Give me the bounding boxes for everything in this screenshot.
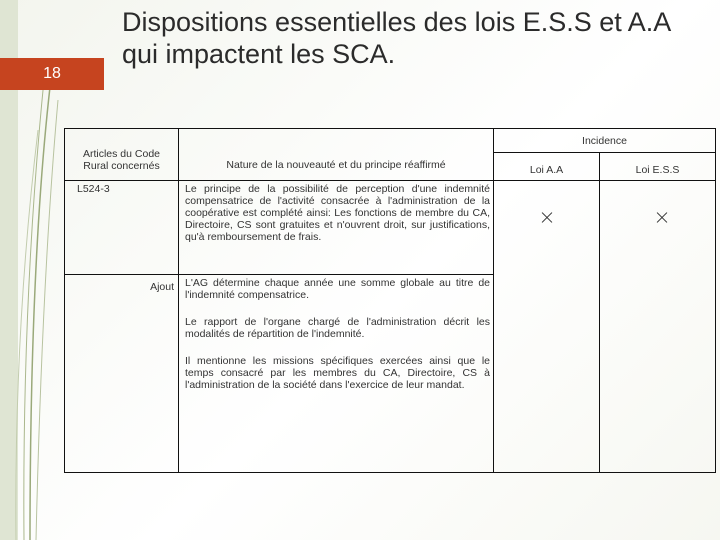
header-loi-aa: Loi A.A bbox=[494, 153, 600, 181]
cross-mark-icon bbox=[540, 211, 554, 225]
slide-title bbox=[122, 6, 712, 70]
ajout-paragraph-1: L'AG détermine chaque année une somme globale au titre de l'indemnité compensatrice. bbox=[185, 277, 490, 301]
ajout-label: Ajout bbox=[65, 275, 179, 473]
principle-text: Le principe de la possibilité de perception d'une indemnité compensatrice de l'activité consacrée à l'administration de la coopérative est complété ainsi: Les fonctions de membre du CA, Directoire, CS sont gratuites et n'ouvrent droit, sur justifications, qu'à remboursement de frais. bbox=[179, 181, 494, 275]
dispositions-table bbox=[64, 128, 716, 473]
header-loi-ess: Loi E.S.S bbox=[600, 153, 716, 181]
ajout-text bbox=[179, 275, 494, 473]
title-line-2: qui impactent les SCA. bbox=[122, 39, 396, 69]
cell-loi-aa bbox=[494, 181, 600, 473]
cross-mark-icon bbox=[655, 211, 669, 225]
header-articles: Articles du Code Rural concernés bbox=[65, 129, 179, 181]
ajout-paragraph-2: Le rapport de l'organe chargé de l'administration décrit les modalités de répartition de l'indemnité. bbox=[185, 316, 490, 340]
title-line-1: Dispositions essentielles des lois E.S.S et A.A bbox=[122, 7, 672, 37]
slide-number: 18 bbox=[0, 58, 104, 90]
table-header-row-1 bbox=[65, 129, 716, 153]
cell-loi-ess bbox=[600, 181, 716, 473]
article-code: L524-3 bbox=[65, 181, 179, 275]
header-nature: Nature de la nouveauté et du principe réaffirmé bbox=[179, 129, 494, 181]
header-incidence: Incidence bbox=[494, 129, 716, 153]
table-row bbox=[65, 181, 716, 275]
ajout-paragraph-3: Il mentionne les missions spécifiques exercées ainsi que le temps consacré par les membres du CA, Directoire, CS à l'administration de la société dans l'exercice de leur mandat. bbox=[185, 355, 490, 391]
